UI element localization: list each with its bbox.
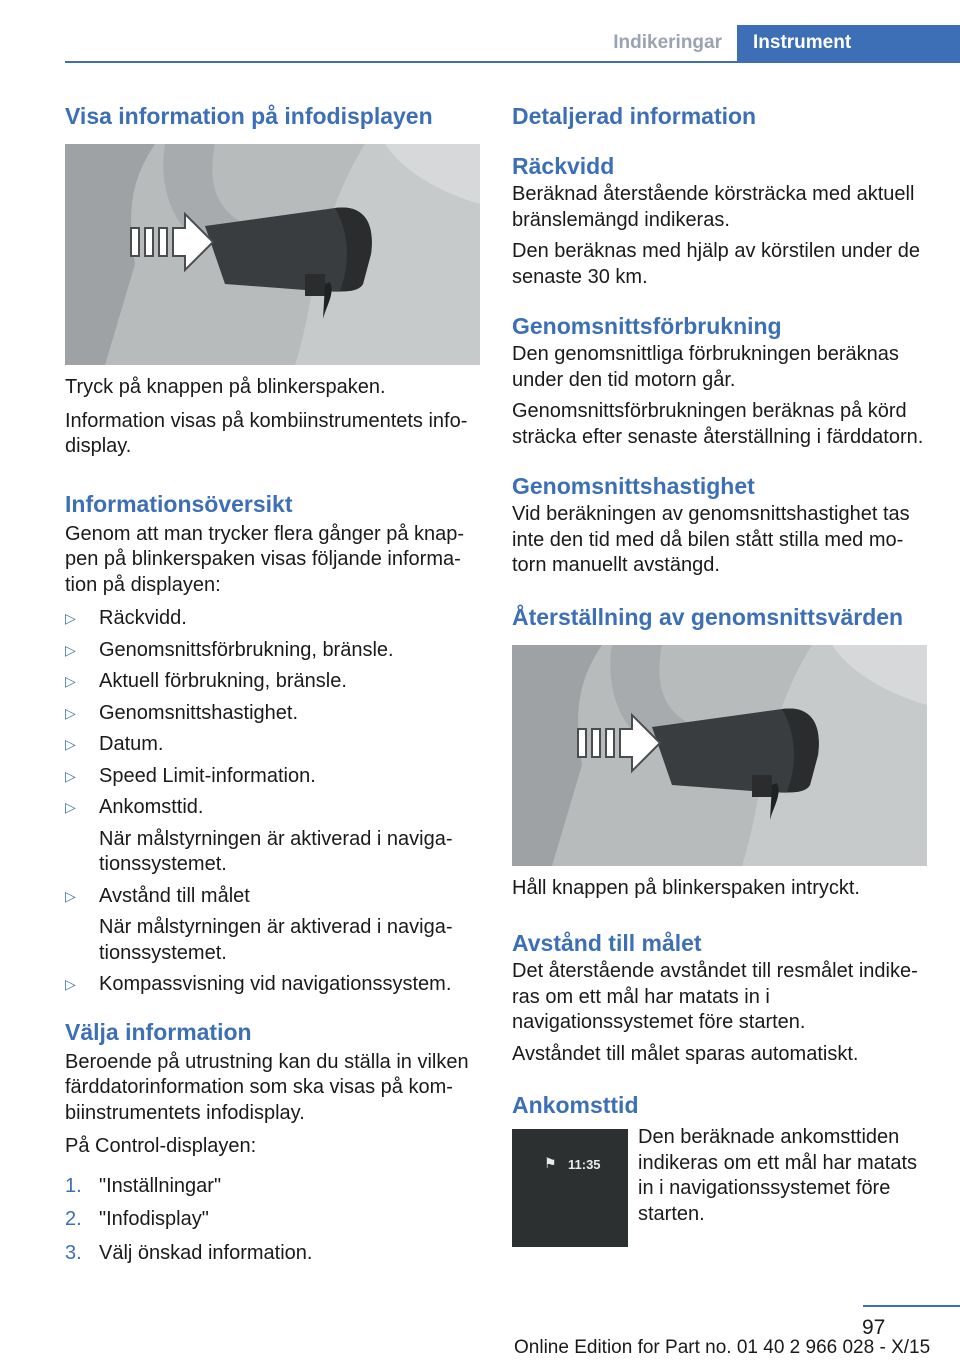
- list-item-note: När målstyrningen är aktiverad i navigationssystemet.: [99, 916, 453, 964]
- triangle-bullet-icon: ▷: [65, 610, 76, 626]
- destination-flag-icon: ⚑: [544, 1155, 557, 1171]
- steps-list: [65, 1174, 480, 1267]
- overview-list: [65, 606, 480, 998]
- range-heading: Räckvidd: [512, 153, 615, 179]
- list-item: ▷ Speed Limit-information.: [65, 764, 480, 790]
- edition-footer: Online Edition for Part no. 01 40 2 966 028 - X/15: [514, 1337, 931, 1358]
- arrival-time-readout: 11:35: [568, 1157, 601, 1172]
- step-item: 3. Välj önskad information.: [65, 1241, 313, 1264]
- arrival-heading: Ankomsttid: [512, 1092, 639, 1118]
- triangle-bullet-icon: ▷: [65, 736, 76, 752]
- arrival-block: [512, 1126, 928, 1247]
- overview-heading: Informationsöversikt: [65, 490, 293, 517]
- range-text-2: Den beräknas med hjälp av körstilen under de senaste 30 km.: [512, 240, 921, 288]
- overview-intro: Genom att man trycker flera gånger på knappen på blinkerspaken visas följande information på displayen:: [65, 522, 465, 596]
- list-item-note: När målstyrningen är aktiverad i navigationssystemet.: [99, 827, 453, 875]
- avg-consumption-heading: Genomsnittsförbrukning: [512, 313, 782, 339]
- triangle-bullet-icon: ▷: [65, 704, 76, 721]
- distance-text-1: Det återstående avståndet till resmålet indikeras om ett mål har matats in i navigationssystemet före starten.: [512, 960, 918, 1033]
- list-item: ▷ Aktuell förbrukning, bränsle.: [65, 669, 480, 695]
- list-item: ▷ Ankomsttid. När målstyrningen är aktiverad i navigationssystemet.: [65, 795, 480, 878]
- hold-button-text: Håll knappen på blinkerspaken intryckt.: [512, 876, 860, 899]
- avg-consumption-text-2: Genomsnittsförbrukningen beräknas på körd sträcka efter senaste återställning i färddatorn.: [512, 400, 924, 448]
- select-info-heading: Välja information: [65, 1018, 252, 1045]
- avg-speed-heading: Genomsnittshastighet: [512, 473, 755, 499]
- header-chapter-tab[interactable]: Instrument: [737, 25, 960, 62]
- list-item: ▷ Räckvidd.: [65, 606, 480, 632]
- triangle-bullet-icon: ▷: [65, 767, 76, 784]
- left-column: [65, 100, 480, 1274]
- control-display-lead: På Control-displayen:: [65, 1135, 257, 1157]
- range-text-1: Beräknad återstående körsträcka med aktuell bränslemängd indikeras.: [512, 183, 915, 231]
- list-item: ▷ Genomsnittsförbrukning, bränsle.: [65, 638, 480, 664]
- reset-lever-figure: [512, 645, 927, 866]
- section-title-infodisplay: Visa information på infodisplayen: [65, 103, 433, 129]
- turn-signal-lever-figure: [65, 144, 480, 365]
- detailed-info-title: Detaljerad information: [512, 103, 757, 129]
- arrival-display-thumbnail: [512, 1129, 628, 1247]
- step-item: 1. "Inställningar": [65, 1174, 222, 1197]
- right-column: [512, 100, 928, 1247]
- step-item: 2. "Infodisplay": [65, 1208, 209, 1230]
- press-button-text: Tryck på knappen på blinkerspaken.: [65, 376, 386, 398]
- list-item: ▷ Avstånd till målet När målstyrningen är aktiverad i navigationssystemet.: [65, 884, 480, 967]
- triangle-bullet-icon: ▷: [65, 887, 76, 904]
- avg-speed-text: Vid beräkningen av genomsnittshastighet tas inte den tid med då bilen stått stilla med motorn manuellt avstängd.: [512, 503, 910, 576]
- distance-heading: Avstånd till målet: [512, 930, 702, 956]
- list-item: ▷ Genomsnittshastighet.: [65, 701, 480, 727]
- select-info-intro: Beroende på utrustning kan du ställa in vilken färddatorinformation som ska visas på kombiinstrumentets infodisplay.: [65, 1050, 469, 1124]
- reset-heading: Återställning av genomsnittsvärden: [512, 603, 904, 630]
- triangle-bullet-icon: ▷: [65, 976, 76, 992]
- info-shown-text: Information visas på kombiinstrumentets infodisplay.: [65, 409, 468, 457]
- list-item: ▷ Kompassvisning vid navigationssystem.: [65, 972, 480, 998]
- page-number: 97: [862, 1316, 886, 1339]
- triangle-bullet-icon: ▷: [65, 641, 76, 658]
- arrival-text: Den beräknade ankomsttiden indikeras om ett mål har matats in i navigationssystemet före starten.: [638, 1126, 917, 1225]
- distance-text-2: Avståndet till målet sparas automatiskt.: [512, 1042, 859, 1065]
- avg-consumption-text-1: Den genomsnittliga förbrukningen beräknas under den tid motorn går.: [512, 343, 899, 391]
- triangle-bullet-icon: ▷: [65, 799, 76, 815]
- triangle-bullet-icon: ▷: [65, 673, 76, 689]
- footer-rule: [863, 1305, 960, 1307]
- header-section-tab[interactable]: Indikeringar: [613, 32, 722, 53]
- list-item: ▷ Datum.: [65, 732, 480, 758]
